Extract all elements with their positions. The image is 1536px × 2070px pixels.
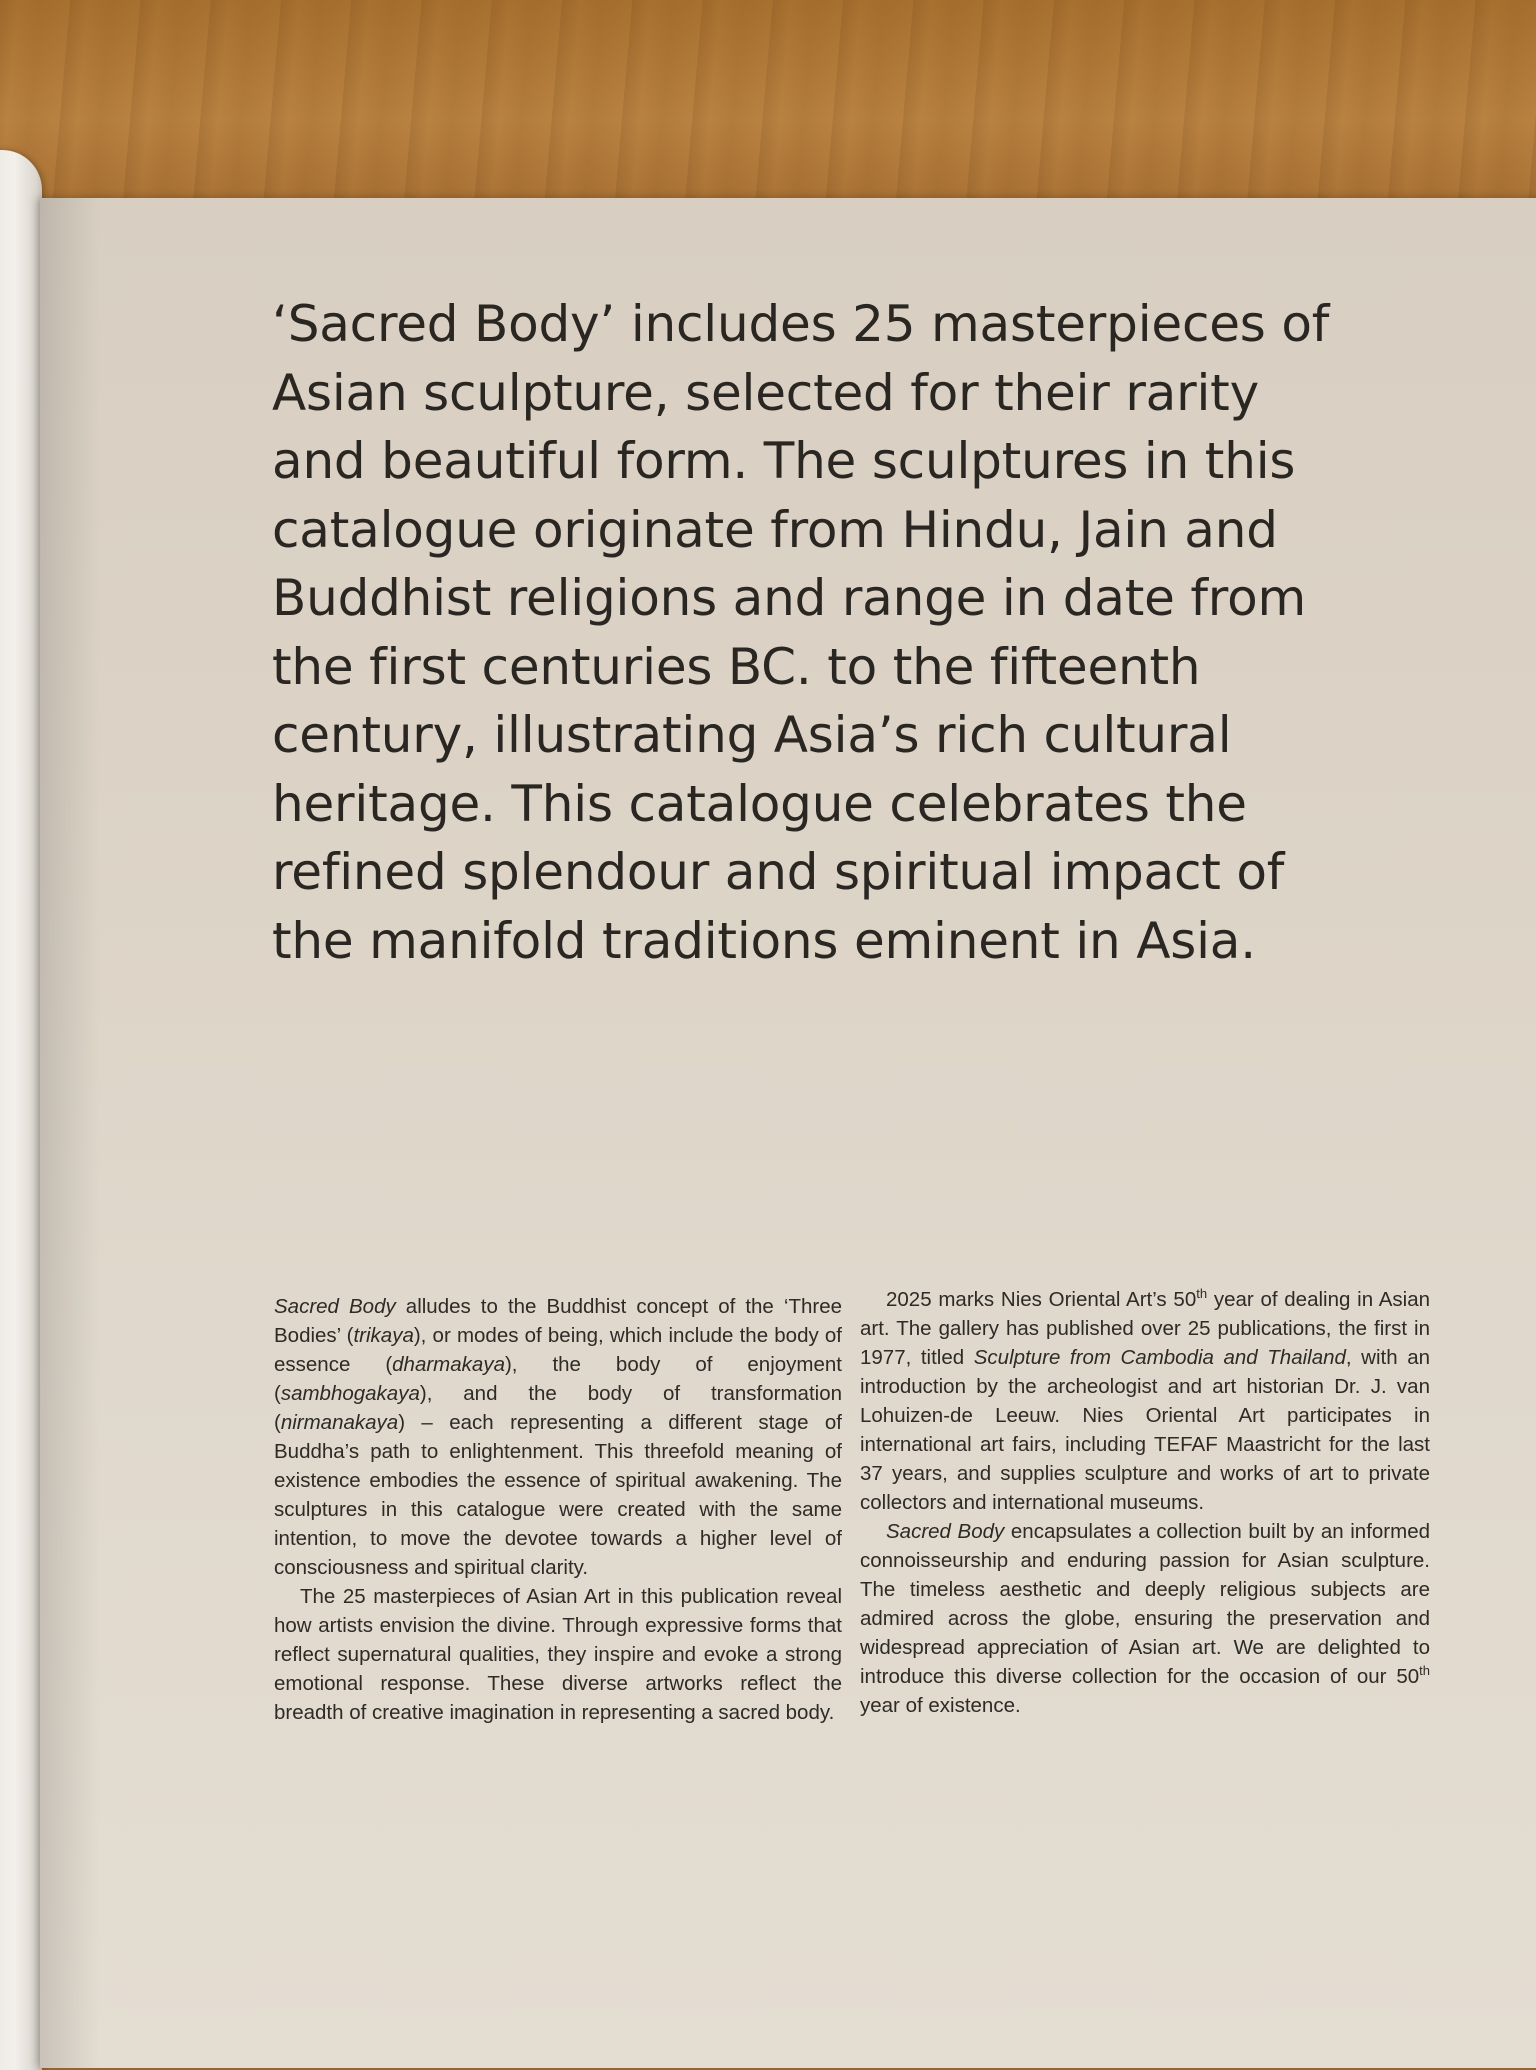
left-page-edge xyxy=(0,150,42,2070)
italic-title: Sacred Body xyxy=(274,1295,396,1318)
left-paragraph-2: The 25 masterpieces of Asian Art in this publication reveal how artists envision the divine. Through expressive forms that reflect supernatural qualities, they inspire and evoke a strong emotional response. These diverse artworks reflect the breadth of creative imagination in representing a sacred body. xyxy=(274,1585,842,1724)
right-text-column xyxy=(860,1285,1430,1720)
lead-paragraph: ‘Sacred Body’ includes 25 masterpieces of Asian sculpture, selected for their rarity and beautiful form. The sculptures in this catalogue originate from Hindu, Jain and Buddhist religions and range in date from the first centuries BC. to the fifteenth century, illustrating Asia’s rich cultural heritage. This catalogue celebrates the refined splendour and spiritual impact of the manifold traditions eminent in Asia. xyxy=(272,295,1330,970)
right-paragraph-2: Sacred Body encapsulates a collection built by an informed connoisseurship and enduring passion for Asian sculpture. The timeless aesthetic and deeply religious subjects are admired across the globe, ensuring the preservation and widespread appreciation of Asian art. We are delighted to introduce this diverse collection for the occasion of our 50th year of existence. xyxy=(860,1520,1431,1717)
right-paragraph-1: 2025 marks Nies Oriental Art’s 50th year of dealing in Asian art. The gallery has published over 25 publications, the first in 1977, titled Sculpture from Cambodia and Thailand, with an introduction by the archeologist and art historian Dr. J. van Lohuizen-de Leeuw. Nies Oriental Art participates in international art fairs, including TEFAF Maastricht for the last 37 years, and supplies sculpture and works of art to private collectors and international museums. xyxy=(860,1286,1430,1514)
italic-title: Sacred Body xyxy=(886,1520,1005,1543)
left-paragraph-1: Sacred Body alludes to the Buddhist concept of the ‘Three Bodies’ (trikaya), or modes of being, which include the body of essence (dharmakaya), the body of enjoyment (sambhogakaya), and the body of transformation (nirmanakaya) – each representing a different stage of Buddha’s path to enlightenment. This threefold meaning of existence embodies the essence of spiritual awakening. The sculptures in this catalogue were created with the same intention, to move the devotee towards a higher level of consciousness and spiritual clarity. xyxy=(274,1295,842,1579)
left-text-column xyxy=(274,1292,842,1727)
